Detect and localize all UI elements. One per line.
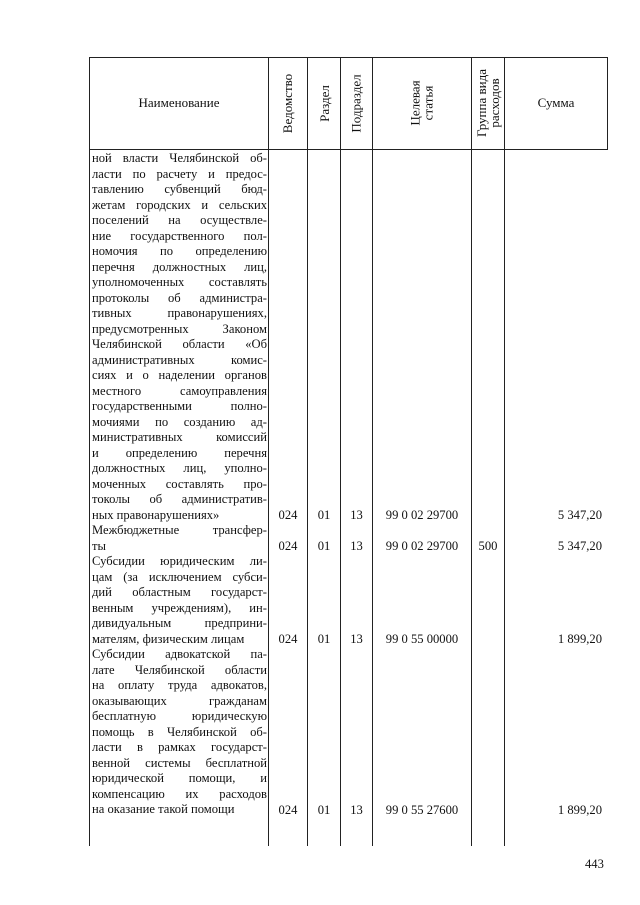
row-summa: 1 899,20 — [557, 632, 602, 646]
row-name-line: уполномоченных составлять — [92, 275, 267, 289]
row-razdel: 01 — [317, 802, 331, 817]
row-name-line: Межбюджетные трансфер- — [92, 523, 267, 537]
row-name-line: юридической помощи, и — [92, 771, 267, 785]
row-razdel: 01 — [317, 539, 331, 553]
col-border — [340, 57, 341, 846]
row-podrazdel: 13 — [350, 539, 363, 553]
row-celevaya: 99 0 55 27600 — [385, 802, 459, 817]
row-name-line: мателям, физическим лицам — [92, 631, 245, 646]
row-name-line: и определению перечня — [92, 445, 267, 460]
row-name-line: на оказание такой помощи — [92, 802, 235, 816]
row-name-line: поселений на осуществле- — [92, 213, 267, 227]
row-name-line: номочия по определению — [92, 244, 267, 258]
row-summa: 1 899,20 — [557, 802, 602, 817]
row-name-line: предусмотренных Законом — [92, 321, 267, 336]
row-name-line: сиях и о наделении органов — [92, 368, 267, 382]
row-name-line: на оплату труда адвокатов, — [92, 678, 267, 692]
row-podrazdel: 13 — [350, 508, 363, 522]
row-name-line: местного самоуправления — [92, 383, 267, 398]
row-vedomstvo: 024 — [278, 802, 298, 817]
row-name-line: министративных комиссий — [92, 430, 267, 444]
row-name-line: государственными полно- — [92, 399, 267, 413]
row-name-line: компенсацию их расходов — [92, 786, 267, 801]
row-name-line: дивидуальным предприни- — [92, 616, 267, 630]
row-name-line: ных правонарушениях» — [92, 507, 220, 522]
row-razdel: 01 — [317, 508, 331, 522]
row-name-line: перечня должностных лиц, — [92, 259, 267, 274]
row-name-line: помощь в Челябинской об- — [92, 724, 267, 739]
row-vedomstvo: 024 — [278, 539, 298, 553]
row-name — [92, 554, 267, 647]
col-border — [307, 57, 308, 846]
header-gruppa: Группа вида расходов — [474, 69, 503, 137]
row-gruppa: 500 — [478, 539, 498, 553]
row-name — [92, 647, 267, 818]
header-summa: Сумма — [537, 95, 575, 110]
header-podrazdel: Подраздел — [349, 73, 365, 133]
row-name-line: протоколы об администра- — [92, 290, 267, 305]
row-name-line: мочиями по созданию ад- — [92, 414, 267, 429]
row-name-line: ние государственного пол- — [92, 228, 267, 243]
row-summa: 5 347,20 — [557, 508, 602, 522]
row-name-line: ласти в рамках государст- — [92, 740, 267, 754]
row-celevaya: 99 0 02 29700 — [385, 508, 459, 522]
row-celevaya: 99 0 02 29700 — [385, 539, 459, 553]
row-name-line: дий областным государст- — [92, 585, 267, 599]
row-name-line: тивных правонарушениях, — [92, 306, 267, 320]
row-name — [92, 151, 267, 523]
row-podrazdel: 13 — [350, 802, 363, 817]
col-border — [607, 57, 608, 149]
row-name-line: цам (за исключением субси- — [92, 569, 267, 584]
row-celevaya: 99 0 55 00000 — [385, 632, 459, 646]
row-name-line: ты — [92, 538, 106, 553]
row-name-line: ной власти Челябинской об- — [92, 151, 267, 165]
budget-table — [89, 57, 608, 846]
col-border — [504, 57, 505, 846]
row-summa: 5 347,20 — [557, 539, 602, 553]
header-vedomstvo: Ведомство — [280, 73, 296, 133]
col-border — [268, 57, 269, 846]
page-number: 443 — [585, 857, 604, 871]
row-name-line: административных комис- — [92, 352, 267, 367]
header-name: Наименование — [138, 95, 220, 110]
row-name-line: венным учреждениям), ин- — [92, 600, 267, 615]
header-bottom-border — [89, 149, 608, 150]
row-podrazdel: 13 — [350, 632, 363, 646]
row-name-line: бесплатную юридическую — [92, 709, 267, 723]
row-vedomstvo: 024 — [278, 508, 298, 522]
row-name-line: моченных составлять про- — [92, 476, 267, 491]
header-razdel-cell: Раздел — [316, 84, 332, 122]
row-name-line: ласти по расчету и предос- — [92, 166, 267, 181]
row-name-line: лате Челябинской области — [92, 662, 267, 677]
row-name-line: жетам городских и сельских — [92, 197, 267, 212]
row-razdel: 01 — [317, 632, 331, 646]
row-name-line: должностных лиц, уполно- — [92, 461, 267, 475]
col-border — [372, 57, 373, 846]
row-name-line: оказывающих гражданам — [92, 693, 267, 708]
header-celevaya: Целевая статья — [407, 80, 436, 126]
row-name-line: токолы об административ- — [92, 492, 267, 506]
col-border — [471, 57, 472, 846]
row-name — [92, 523, 267, 554]
row-name-line: венной системы бесплатной — [92, 755, 267, 770]
row-name-line: Субсидии адвокатской па- — [92, 647, 267, 661]
row-name-line: Челябинской области «Об — [92, 337, 267, 351]
row-vedomstvo: 024 — [278, 632, 298, 646]
row-name-line: тавлению субвенций бюд- — [92, 182, 267, 196]
row-name-line: Субсидии юридическим ли- — [92, 554, 267, 568]
col-border — [89, 57, 90, 846]
